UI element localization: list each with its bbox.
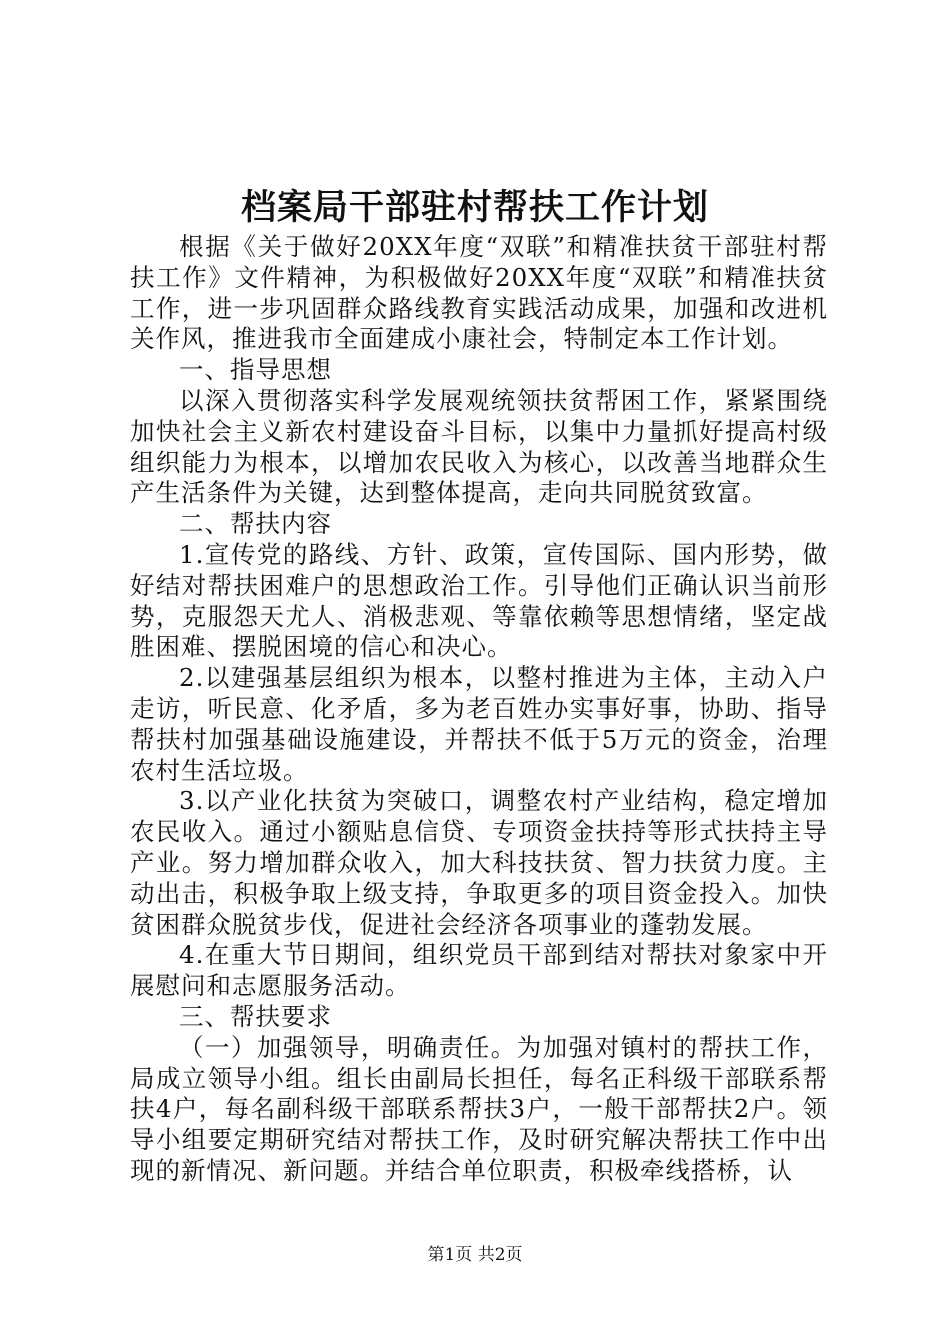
paragraph-item-4: 4.在重大节日期间，组织党员干部到结对帮扶对象家中开展慰问和志愿服务活动。 (130, 940, 828, 1001)
document-title: 档案局干部驻村帮扶工作计划 (240, 187, 709, 228)
section-heading-requirements: 三、帮扶要求 (179, 1001, 332, 1031)
paragraph-item-1: 1.宣传党的路线、方针、政策，宣传国际、国内形势，做好结对帮扶困难户的思想政治工作。引导他们正确认识当前形势，克服怨天尤人、消极悲观、等靠依赖等思想情绪，坚定战胜困难、摆脱困境的信心和决心。 (130, 539, 828, 662)
paragraph-guiding-thought: 以深入贯彻落实科学发展观统领扶贫帮困工作，紧紧围绕加快社会主义新农村建设奋斗目标，以集中力量抓好提高村级组织能力为根本，以增加农民收入为核心，以改善当地群众生产生活条件为关键，达到整体提高，走向共同脱贫致富。 (130, 385, 828, 508)
page-number-label: 第1页 共2页 (427, 1245, 523, 1265)
page-footer (0, 1243, 950, 1267)
section-heading-guiding-thought: 一、指导思想 (179, 355, 332, 385)
paragraph-intro: 根据《关于做好20XX年度“双联”和精准扶贫干部驻村帮扶工作》文件精神，为积极做好20XX年度“双联”和精准扶贫工作，进一步巩固群众路线教育实践活动成果，加强和改进机关作风，推进我市全面建成小康社会，特制定本工作计划。 (130, 232, 828, 354)
paragraph-requirement-1: （一）加强领导，明确责任。为加强对镇村的帮扶工作，局成立领导小组。组长由副局长担任，每名正科级干部联系帮扶4户，每名副科级干部联系帮扶3户，一般干部帮扶2户。领导小组要定期研究结对帮扶工作，及时研究解决帮扶工作中出现的新情况、新问题。并结合单位职责，积极牵线搭桥，认 (130, 1032, 828, 1185)
document-body (130, 232, 828, 1187)
paragraph-item-3: 3.以产业化扶贫为突破口，调整农村产业结构，稳定增加农民收入。通过小额贴息信贷、专项资金扶持等形式扶持主导产业。努力增加群众收入，加大科技扶贫、智力扶贫力度。主动出击，积极争取上级支持，争取更多的项目资金投入。加快贫困群众脱贫步伐，促进社会经济各项事业的蓬勃发展。 (130, 786, 828, 939)
paragraph-item-2: 2.以建强基层组织为根本，以整村推进为主体，主动入户走访，听民意、化矛盾，多为老百姓办实事好事，协助、指导帮扶村加强基础设施建设，并帮扶不低于5万元的资金，治理农村生活垃圾。 (130, 663, 828, 785)
section-heading-assistance-content: 二、帮扶内容 (179, 509, 332, 539)
